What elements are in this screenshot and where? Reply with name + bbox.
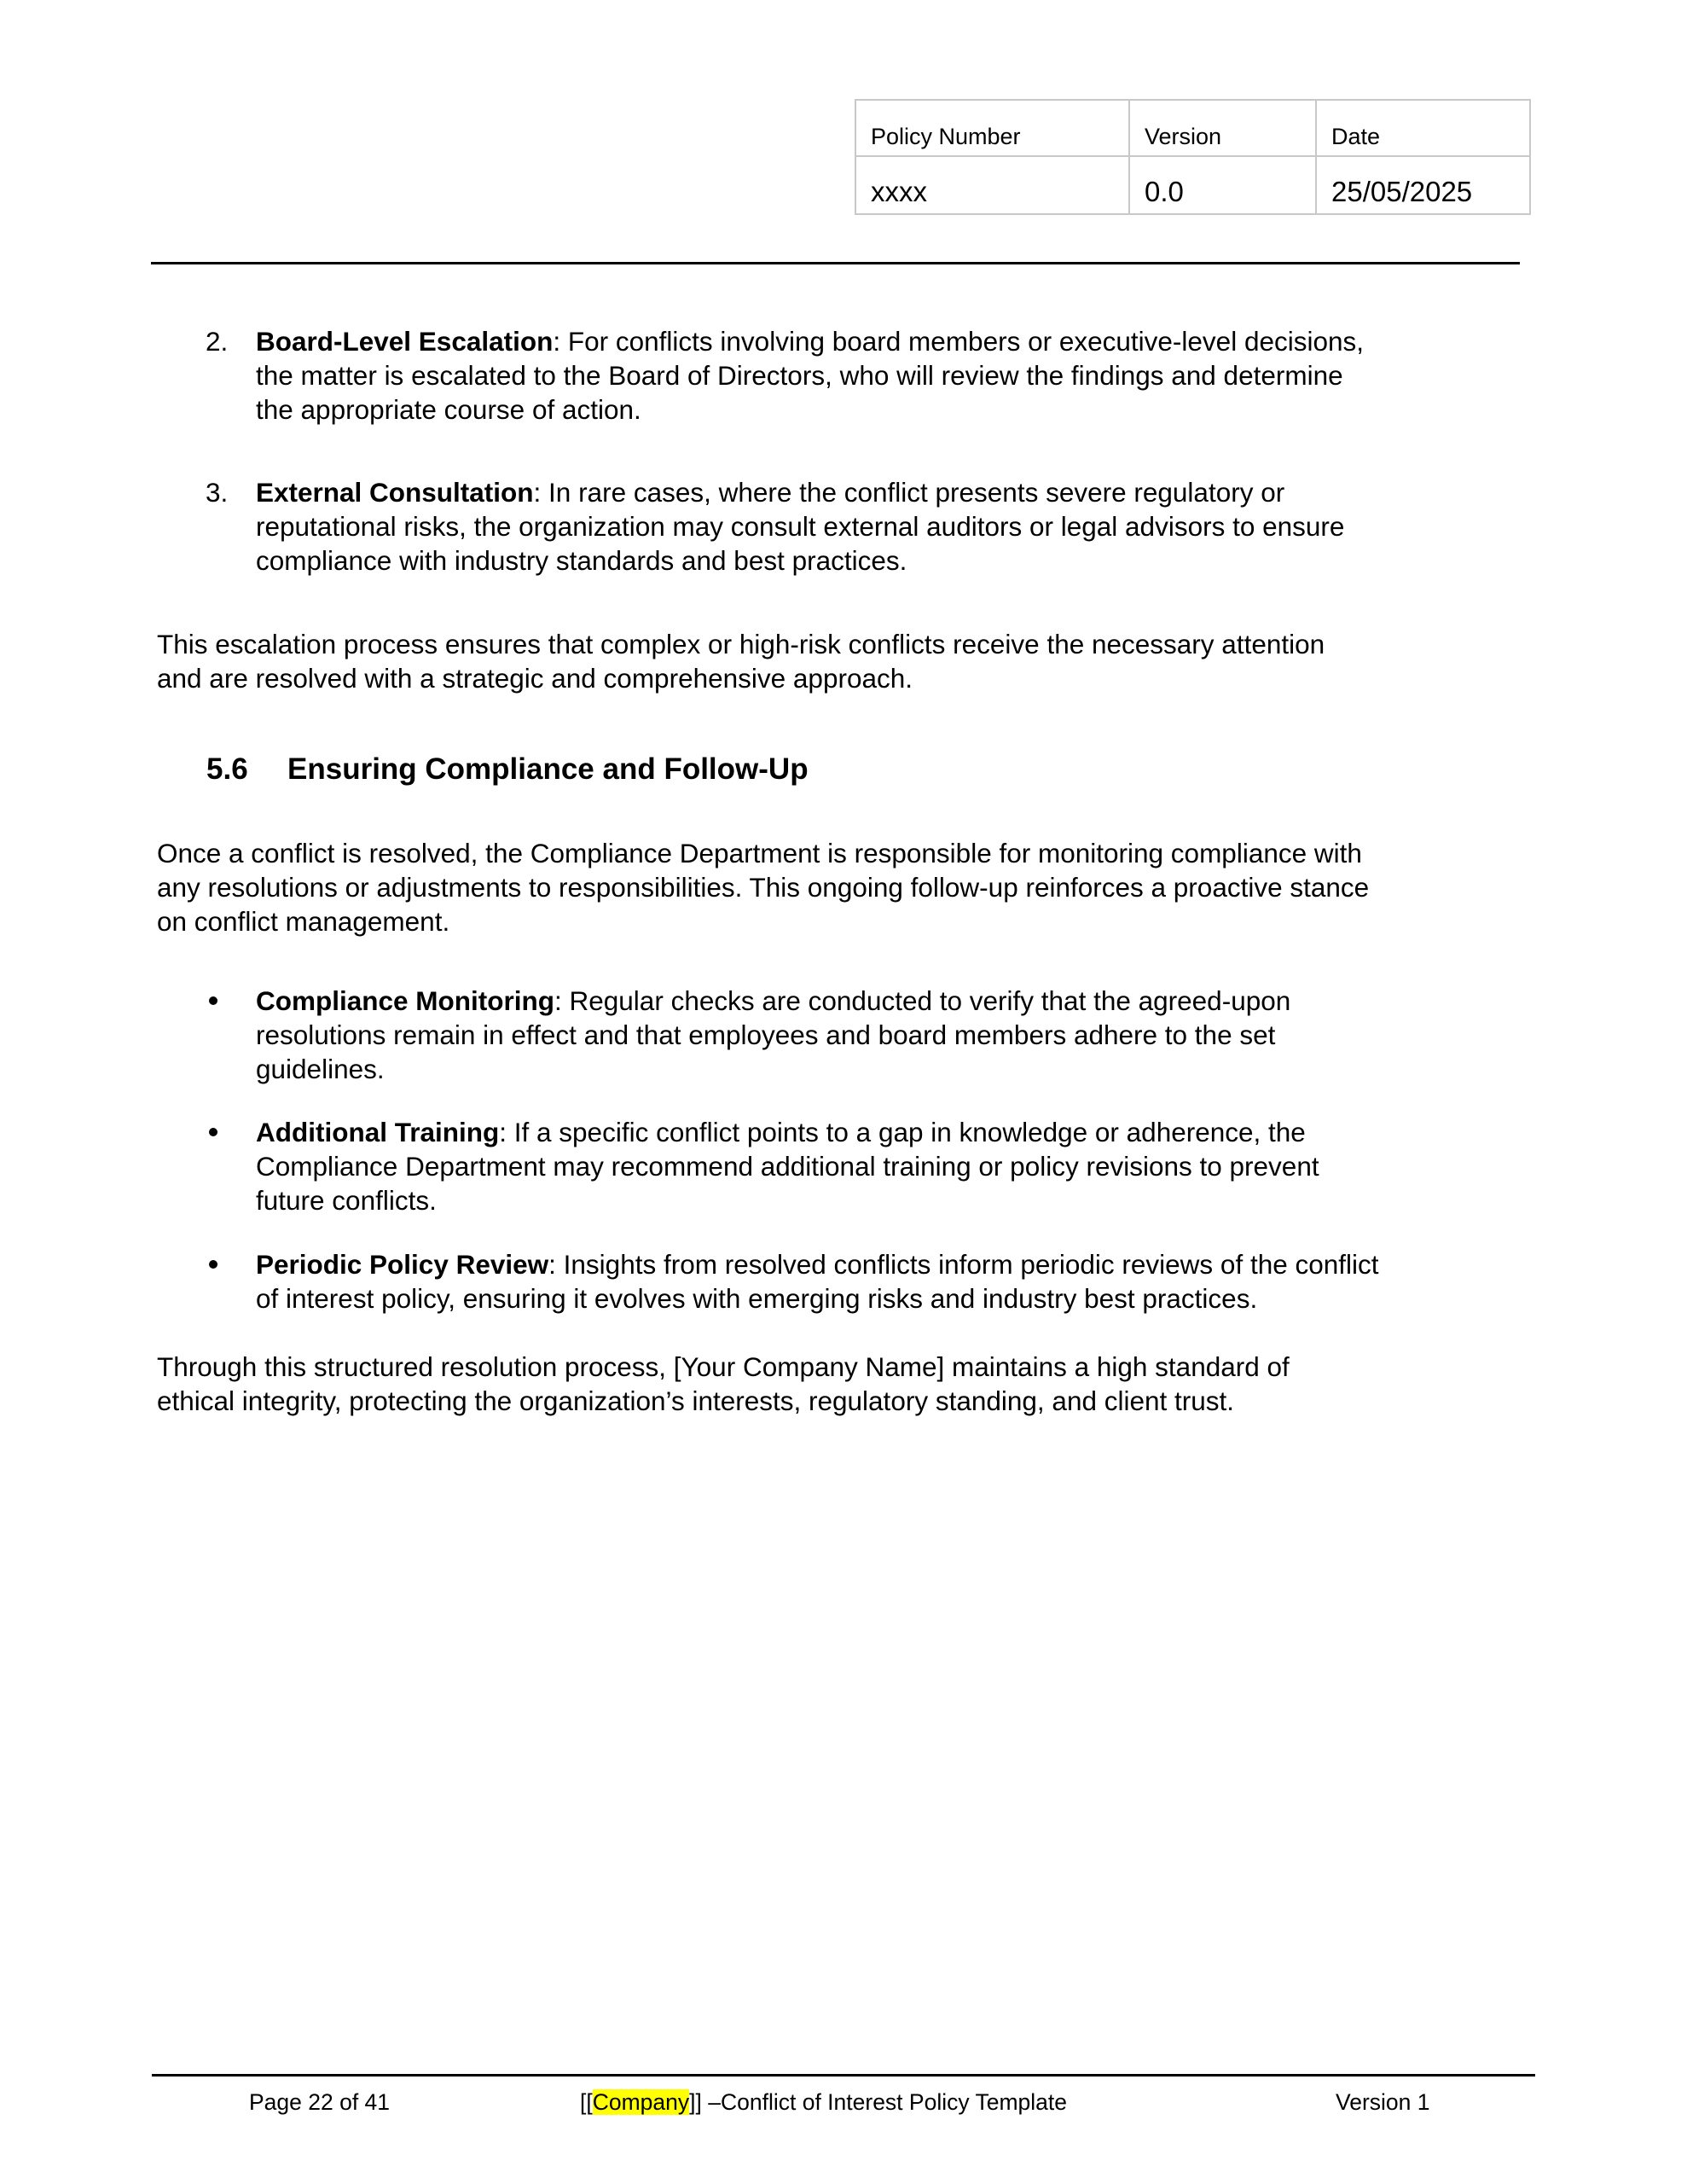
paragraph-line: This escalation process ensures that complex or high-risk conflicts receive the necessary attention (157, 629, 1325, 659)
paragraph-line: Through this structured resolution process, [Your Company Name] maintains a high standard of (157, 1351, 1290, 1382)
list-item-line (256, 1115, 1535, 1149)
section-number: 5.6 (206, 752, 248, 786)
list-item-line: future conflicts. (256, 1185, 437, 1216)
list-item-text (256, 1247, 1535, 1316)
policy-info-header-row (855, 100, 1530, 156)
list-item-line-text: : If a specific conflict points to a gap in knowledge or adherence, the (499, 1117, 1306, 1147)
section-title: Ensuring Compliance and Follow-Up (287, 752, 809, 786)
list-item-line: compliance with industry standards and best practices. (256, 545, 907, 576)
date-value: 25/05/2025 (1316, 156, 1530, 214)
header-divider (151, 262, 1520, 264)
footer-version: Version 1 (1336, 2089, 1430, 2115)
list-item-term: External Consultation (256, 477, 534, 508)
list-item-line: of interest policy, ensuring it evolves with emerging risks and industry best practices. (256, 1283, 1258, 1314)
section-heading (206, 751, 809, 788)
bullet-icon (209, 1128, 217, 1136)
version-value: 0.0 (1129, 156, 1316, 214)
policy-info-table (855, 99, 1531, 215)
list-item-line (256, 475, 1535, 509)
list-item-line-text: : Insights from resolved conflicts inform periodic reviews of the conflict (548, 1249, 1379, 1280)
bullet-icon (209, 1260, 217, 1269)
list-item-text (256, 984, 1535, 1086)
policy-info-value-row (855, 156, 1530, 214)
list-item-line-text: : Regular checks are conducted to verify that the agreed-upon (554, 985, 1291, 1016)
list-item-line (256, 324, 1535, 358)
list-item-line: the matter is escalated to the Board of Directors, who will review the findings and determine (256, 360, 1343, 391)
list-item-line (256, 1247, 1535, 1281)
closing-paragraph (157, 1350, 1539, 1418)
section-intro-paragraph (157, 836, 1539, 938)
company-placeholder-highlight: Company (592, 2089, 690, 2115)
list-item-text (256, 324, 1535, 427)
list-item-line: Compliance Department may recommend additional training or policy revisions to prevent (256, 1151, 1319, 1182)
paragraph-line: ethical integrity, protecting the organization’s interests, regulatory standing, and client trust. (157, 1385, 1235, 1416)
list-item-term: Compliance Monitoring (256, 985, 554, 1016)
list-item-line (256, 984, 1535, 1018)
footer-title-suffix: ]] –Conflict of Interest Policy Template (689, 2089, 1068, 2115)
paragraph-line: and are resolved with a strategic and comprehensive approach. (157, 663, 913, 694)
footer-document-title (580, 2088, 1067, 2117)
bullet-icon (209, 996, 217, 1005)
list-number: 2. (206, 326, 229, 357)
paragraph-line: on conflict management. (157, 906, 450, 937)
list-item-line-text: : In rare cases, where the conflict presents severe regulatory or (533, 477, 1285, 508)
list-item-term: Periodic Policy Review (256, 1249, 549, 1280)
list-item-line: reputational risks, the organization may consult external auditors or legal advisors to ensure (256, 511, 1345, 542)
paragraph-line: any resolutions or adjustments to responsibilities. This ongoing follow-up reinforces a proactive stance (157, 872, 1370, 903)
list-item-line: the appropriate course of action. (256, 394, 641, 425)
list-item-line-text: : For conflicts involving board members or executive-level decisions, (553, 326, 1365, 357)
footer-divider (152, 2074, 1535, 2077)
policy-number-value: xxxx (855, 156, 1129, 214)
list-item-line: resolutions remain in effect and that employees and board members adhere to the set (256, 1019, 1276, 1050)
escalation-summary-paragraph (157, 627, 1539, 695)
list-item-text (256, 1115, 1535, 1217)
version-label: Version (1129, 100, 1316, 156)
list-item-text (256, 475, 1535, 578)
date-label: Date (1316, 100, 1530, 156)
list-number: 3. (206, 477, 229, 508)
footer-title-prefix: [[ (580, 2089, 593, 2115)
list-item-line: guidelines. (256, 1054, 385, 1084)
policy-number-label: Policy Number (855, 100, 1129, 156)
list-item-term: Additional Training (256, 1117, 500, 1147)
list-item-term: Board-Level Escalation (256, 326, 554, 357)
paragraph-line: Once a conflict is resolved, the Compliance Department is responsible for monitoring compliance with (157, 838, 1362, 868)
footer-page-number: Page 22 of 41 (249, 2089, 391, 2115)
